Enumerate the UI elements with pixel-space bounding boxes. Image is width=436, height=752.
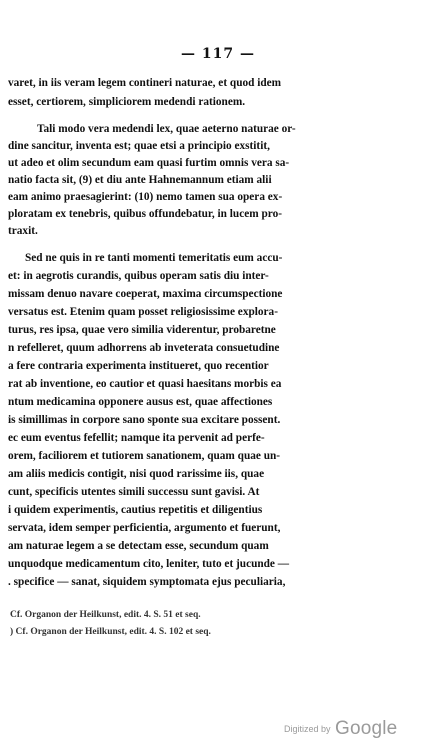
text-line: Tali modo vera medendi lex, quae aeterno naturae or- — [37, 123, 296, 135]
page-number: — 117 — — [181, 46, 255, 62]
text-line: n refelleret, quum adhorrens ab inveterata consuetudine — [8, 342, 280, 354]
text-line: am naturae legem a se detectam esse, secundum quam — [8, 540, 269, 552]
text-line: ut adeo et olim secundum eam quasi furtim omnis vera sa- — [8, 157, 290, 169]
footnote: ) Cf. Organon der Heilkunst, edit. 4. S. 102 et seq. — [10, 627, 211, 637]
text-line: . specifice — sanat, siquidem symptomata ejus peculiaria, — [8, 576, 286, 588]
digitized-by-google-watermark — [284, 718, 397, 740]
text-line: is simillimas in corpore sano sponte sua excitare possent. — [8, 414, 281, 426]
text-line: varet, in iis veram legem contineri naturae, et quod idem — [8, 77, 282, 89]
text-line: missam denuo navare coeperat, maxima circumspectione — [8, 288, 283, 300]
text-line: servata, idem semper perficientia, argumento et fuerunt, — [8, 522, 281, 534]
footnote: Cf. Organon der Heilkunst, edit. 4. S. 51 et seq. — [10, 610, 201, 620]
text-line: natio facta sit, (9) et diu ante Hahnemannum etiam alii — [8, 174, 272, 186]
google-logo: Google — [334, 718, 398, 739]
text-line: rat ab inventione, eo cautior et quasi haesitans morbis ea — [8, 378, 282, 390]
text-line: dine sancitur, inventa est; quae etsi a principio exstitit, — [8, 140, 270, 152]
text-line: i quidem experimentis, cautius repetitis et diligentius — [8, 504, 263, 516]
text-line: ntum medicamina opponere ausus est, quae affectiones — [8, 396, 273, 408]
text-line: am aliis medicis contigit, nisi quod rarissime iis, quae — [8, 468, 265, 480]
text-line: versatus est. Etenim quam posset religiosissime explora- — [8, 306, 278, 318]
text-line: et: in aegrotis curandis, quibus operam satis diu inter- — [8, 270, 269, 282]
text-line: cunt, specificis utentes simili successu sunt gavisi. At — [8, 486, 260, 498]
text-line: Sed ne quis in re tanti momenti temeritatis eum accu- — [25, 252, 283, 264]
text-line: orem, faciliorem et tutiorem sanationem, quam quae un- — [8, 450, 281, 462]
text-line: esset, certiorem, simpliciorem medendi rationem. — [8, 96, 246, 108]
text-line: turus, res ipsa, quae vero similia viderentur, probaretne — [8, 324, 276, 336]
text-line: unquodque medicamentum cito, leniter, tuto et jucunde — — [8, 558, 290, 570]
text-line: a fere contraria experimenta institueret, quo recentior — [8, 360, 269, 372]
text-line: eam animo praesagierint: (10) nemo tamen sua opera ex- — [8, 191, 283, 203]
text-line: traxit. — [8, 225, 38, 237]
text-line: ec eum eventus fefellit; namque ita pervenit ad perfe- — [8, 432, 265, 444]
watermark-prefix: Digitized by — [284, 724, 331, 734]
text-line: ploratam ex tenebris, quibus offundebatur, in lucem pro- — [8, 208, 282, 220]
